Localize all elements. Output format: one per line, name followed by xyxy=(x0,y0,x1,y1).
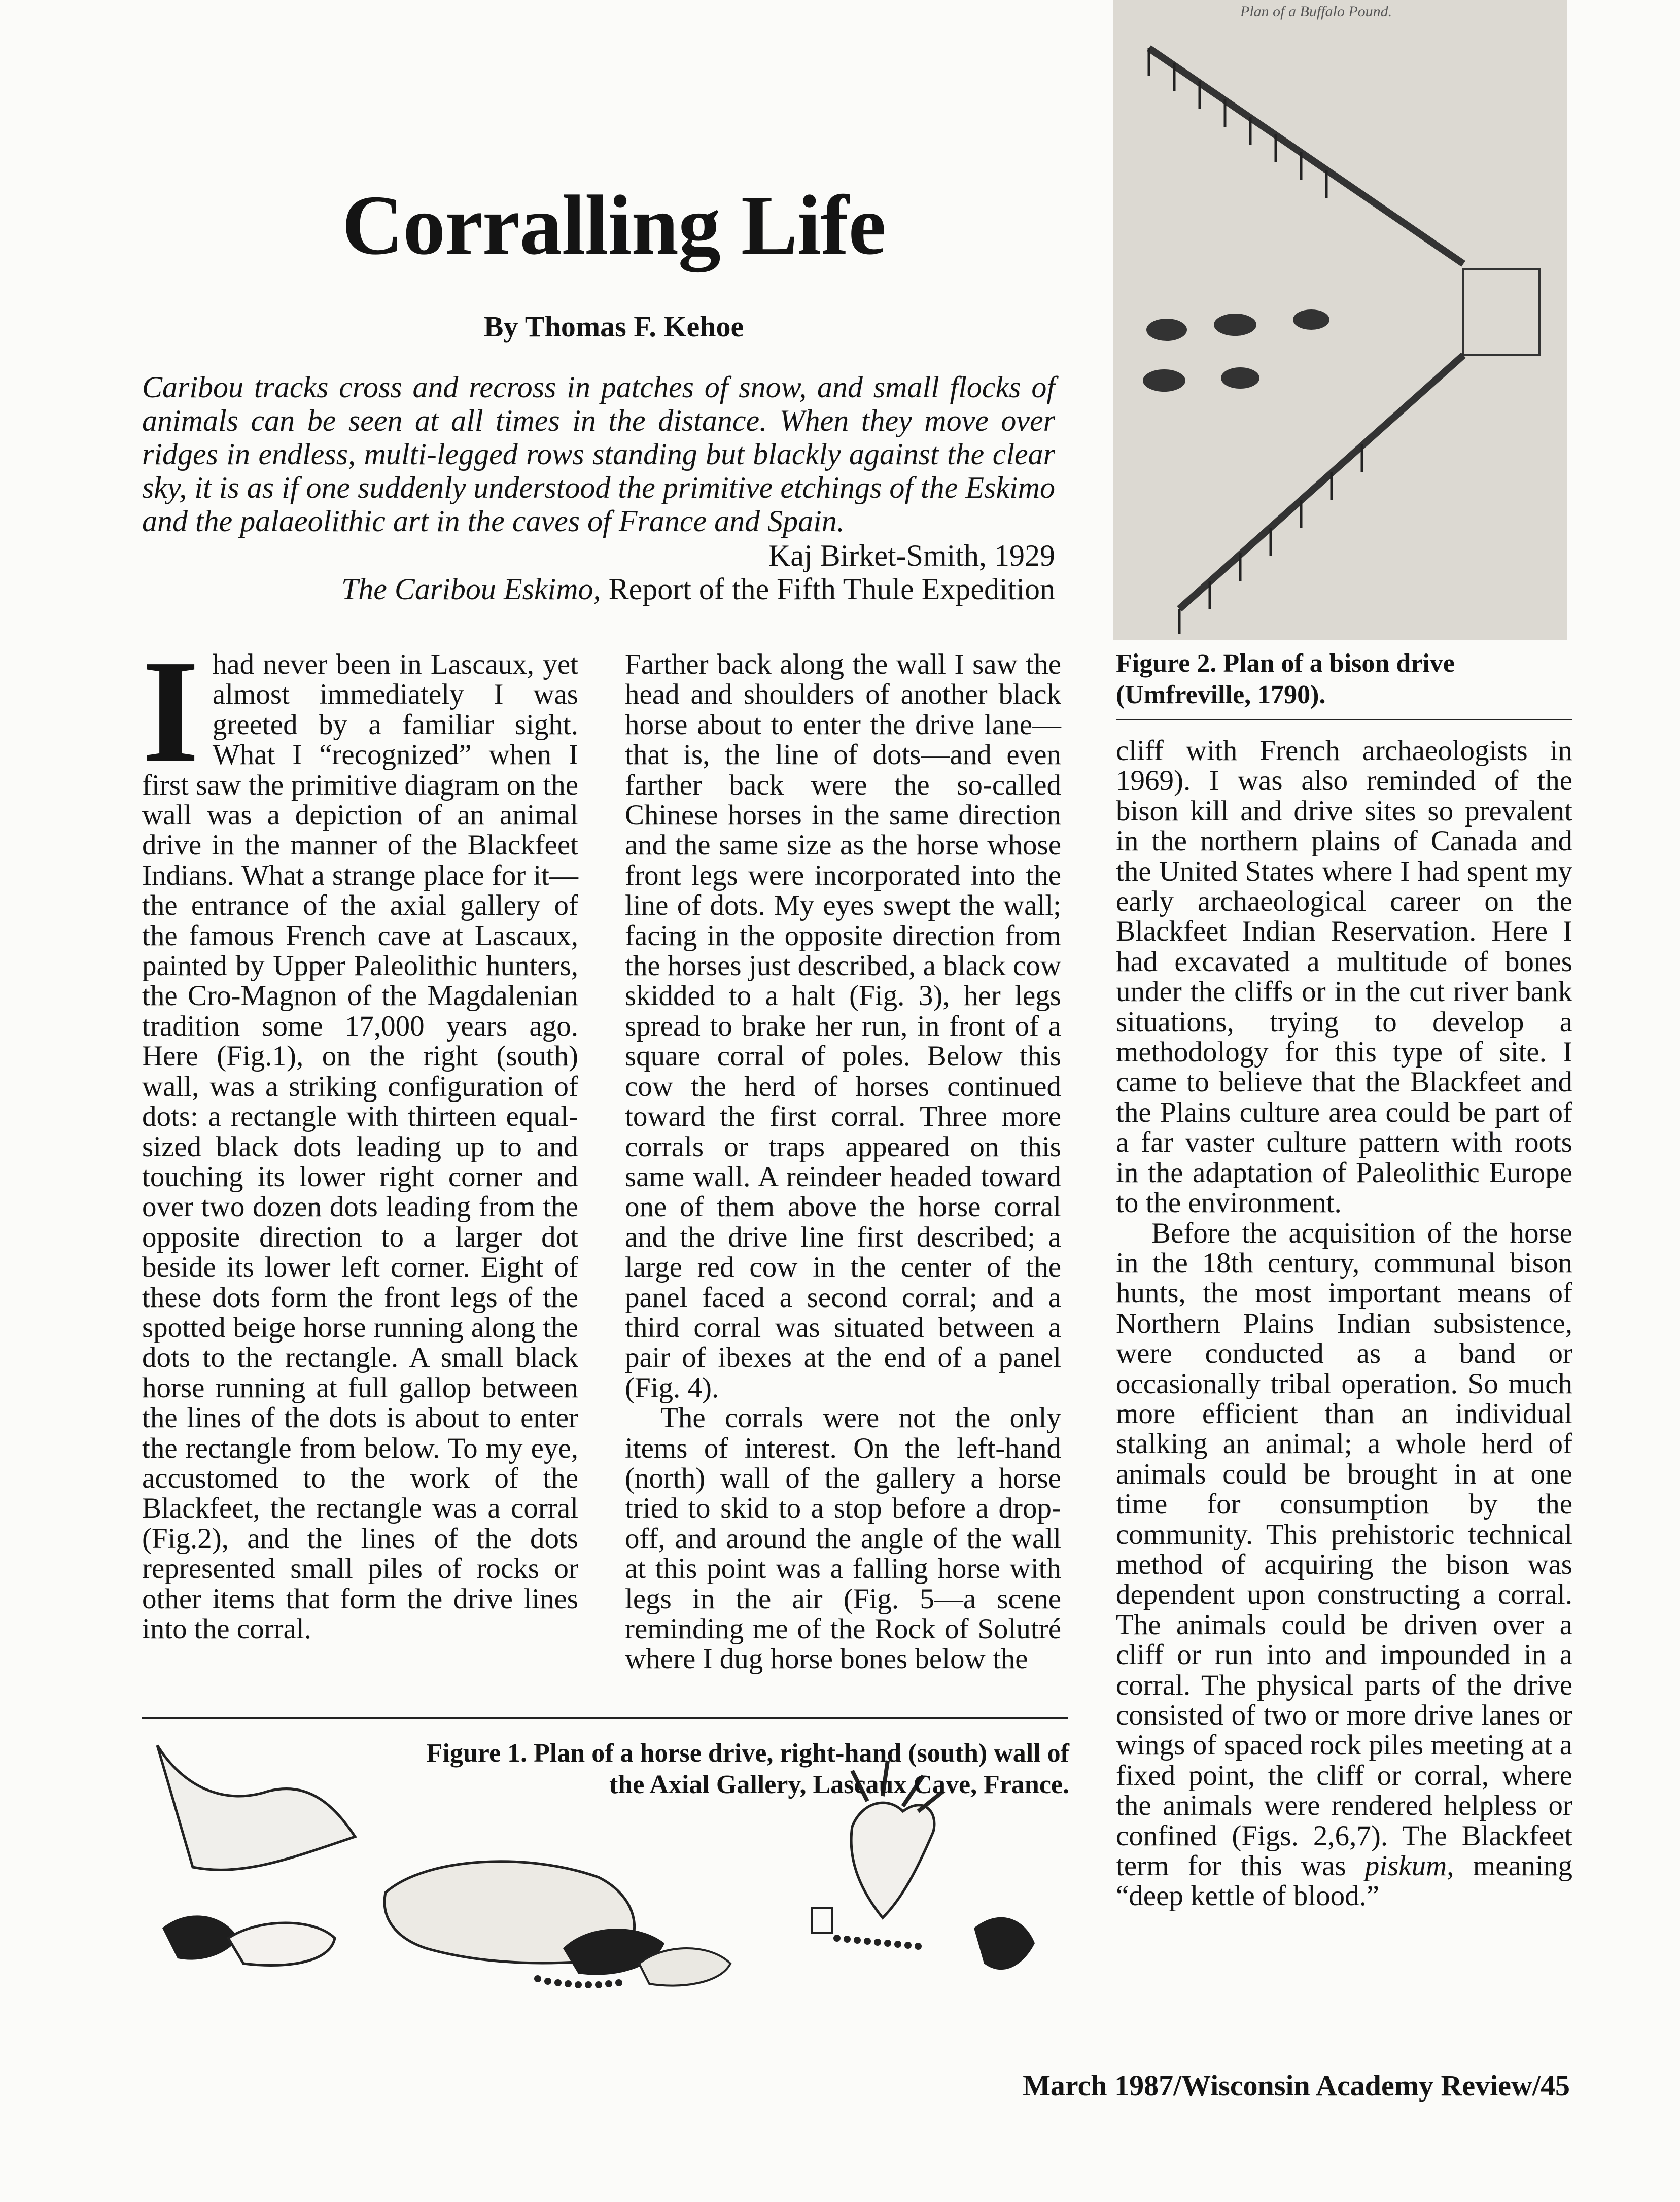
figure-2-caption: Figure 2. Plan of a bison drive (Umfreville, 1790). xyxy=(1116,649,1455,709)
byline: By Thomas F. Kehoe xyxy=(483,310,744,343)
figure-2-image xyxy=(1113,0,1567,640)
figure-1-rule xyxy=(142,1717,1068,1719)
drop-cap: I xyxy=(142,630,199,793)
epigraph-author: Kaj Birket-Smith, 1929 xyxy=(768,539,1055,572)
figure-2-handwritten-title: Plan of a Buffalo Pound. xyxy=(1240,3,1392,20)
figure-1-caption-line-1: Figure 1. Plan of a horse drive, right-hand (south) wall of xyxy=(426,1739,1069,1768)
figure-1-caption-line-2: the Axial Gallery, Lascaux Cave, France. xyxy=(609,1770,1069,1799)
figure-1-caption xyxy=(411,1738,1069,1801)
epigraph-quote: Caribou tracks cross and recross in patches of snow, and small flocks of animals can be seen at all times in the distance. When they move over ridges in endless, multi-legged rows standing but blackly against the clear sky, it is as if one suddenly understood the primitive etchings of the Eskimo and the palaeolithic art in the caves of France and Spain. xyxy=(142,370,1055,538)
col3-paragraph-2a: Before the acquisition of the horse in the 18th century, communal bison hunts, the most important means of Northern Plains Indian subsistence, were conducted as a band or occasionally tribal operation. So much more efficient than an individual stalking an animal; a whole herd of animals could be brought in at one time for consumption by the community. This prehistoric technical method of acquiring the bison was dependent upon constructing a corral. The animals could be driven over a cliff or run into and impounded in a corral. The physical parts of the drive consisted of two or more drive lanes or wings of spaced rock piles meeting at a fixed point, the cliff or corral, where the animals were rendered helpless or confined (Figs. 2,6,7). The Blackfeet term for this was xyxy=(1116,1217,1572,1882)
figure-2-rule xyxy=(1116,719,1572,720)
col1-text: had never been in Lascaux, yet almost immediately I was greeted by a familiar sight. What I “recognized” when I first saw the primitive diagram on the wall was a depiction of an animal drive in the manner of the Blackfeet Indians. What a strange place for it—the entrance of the axial gallery of the famous French cave at Lascaux, painted by Upper Paleolithic hunters, the Cro-Magnon of the Magdalenian tradition some 17,000 years ago. Here (Fig.1), on the right (south) wall, was a striking configuration of dots: a rectangle with thirteen equal-sized black dots leading up to and touching its lower right corner and over two dozen dots leading from the opposite direction to a larger dot beside its lower left corner. Eight of these dots form the front legs of the spotted beige horse running along the dots to the rectangle. A small black horse running at full gallop between the lines of the dots is about to enter the rectangle from below. To my eye, accustomed to the work of the Blackfeet, the rectangle was a corral (Fig.2), and the lines of the dots represented small piles of rocks or other items that form the drive lines into the corral. xyxy=(142,648,578,1645)
col3-paragraph-2 xyxy=(1116,1218,1572,1911)
col2-paragraph-2: The corrals were not the only items of interest. On the left-hand (north) wall of the gallery a horse tried to skid to a stop before a drop-off, and around the angle of the wall at this point was a falling horse with legs in the air (Fig. 5—a scene reminding me of the Rock of Solutré where I dug horse bones below the xyxy=(625,1402,1061,1675)
column-2 xyxy=(625,649,1061,1674)
piskum-term: piskum xyxy=(1364,1850,1447,1882)
epigraph-source-title: The Caribou Eskimo, xyxy=(341,572,601,606)
col3-paragraph-1: cliff with French archaeologists in 1969). I was also reminded of the bison kill and drive sites so prevalent in the northern plains of Canada and the United States where I had spent my early archaeological career on the Blackfeet Indian Reservation. Here I had excavated a multitude of bones under the cliffs or in the cut river bank situations, trying to develop a methodology for this type of site. I came to believe that the Blackfeet and the Plains culture area could be part of a far vaster culture pattern with roots in the adaptation of Paleolithic Europe to the environment. xyxy=(1116,735,1572,1219)
article-title: Corralling Life xyxy=(341,178,886,272)
col3-paragraph-2b: , meaning “deep kettle of blood.” xyxy=(1116,1850,1572,1912)
col2-paragraph-1: Farther back along the wall I saw the head and shoulders of another black horse about to enter the drive lane—that is, the line of dots—and even farther back were the so-called Chinese horses in the same direction and the same size as the horse whose front legs were incorporated into the line of dots. My eyes swept the wall; facing in the opposite direction from the horses just described, a black cow skidded to a halt (Fig. 3), her legs spread to brake her run, in front of a square corral of poles. Below this cow the herd of horses continued toward the first corral. Three more corrals or traps appeared on this same wall. A reindeer headed toward one of them above the horse corral and the drive line first described; a large red cow in the center of the panel faced a second corral; and a third corral was situated between a pair of ibexes at the end of a panel (Fig. 4). xyxy=(625,648,1061,1404)
column-3 xyxy=(1116,736,1572,1911)
page-footer: March 1987/Wisconsin Academy Review/45 xyxy=(1023,2069,1570,2102)
epigraph-source xyxy=(142,572,1055,606)
column-1 xyxy=(142,630,578,1645)
epigraph-source-rest: Report of the Fifth Thule Expedition xyxy=(601,572,1055,606)
bison-drive-plan-drawing xyxy=(1113,0,1567,640)
